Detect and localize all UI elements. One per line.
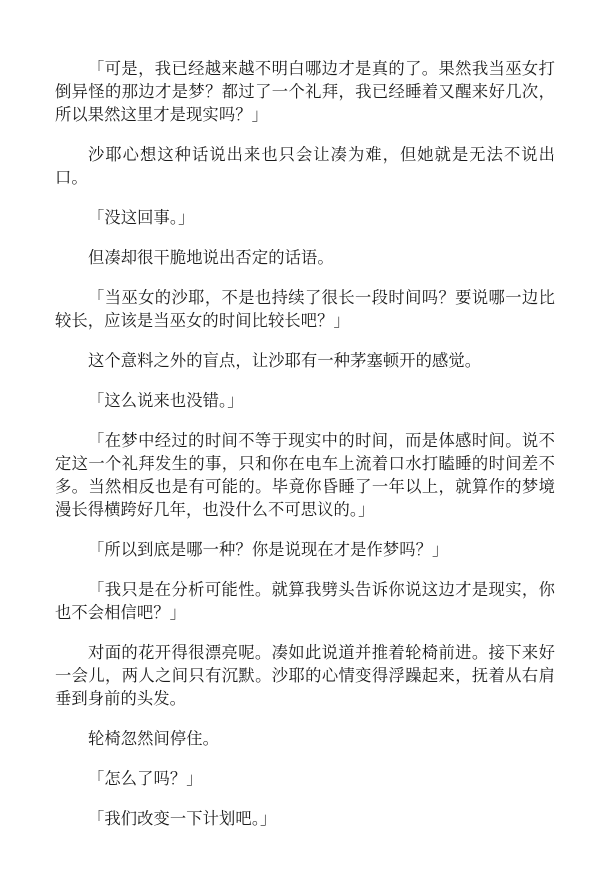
- paragraph: 对面的花开得很漂亮呢。凑如此说道并推着轮椅前进。接下来好一会儿，两人之间只有沉默。沙耶的心情变得浮躁起来，抚着从右肩垂到身前的头发。: [55, 643, 555, 708]
- paragraph: 沙耶心想这种话说出来也只会让凑为难，但她就是无法不说出口。: [55, 145, 555, 187]
- document-page: [55, 57, 555, 847]
- paragraph: 「怎么了吗？」: [88, 769, 203, 788]
- paragraph: 「所以到底是哪一种？你是说现在才是作梦吗？」: [88, 540, 449, 559]
- paragraph: 轮椅忽然间停住。: [88, 729, 220, 748]
- paragraph: 这个意料之外的盲点，让沙耶有一种茅塞顿开的感觉。: [88, 351, 482, 370]
- paragraph: 「我们改变一下计划吧。」: [88, 809, 277, 828]
- paragraph: 「可是，我已经越来越不明白哪边才是真的了。果然我当巫女打倒异怪的那边才是梦？都过了一个礼拜，我已经睡着又醒来好几次，所以果然这里才是现实吗？」: [55, 59, 555, 124]
- paragraph: 但凑却很干脆地说出否定的话语。: [88, 248, 334, 267]
- paragraph: 「没这回事。」: [88, 208, 195, 227]
- paragraph: 「当巫女的沙耶，不是也持续了很长一段时间吗？要说哪一边比较长，应该是当巫女的时间比较长吧？」: [55, 288, 555, 330]
- paragraph: 「我只是在分析可能性。就算我劈头告诉你说这边才是现实，你也不会相信吧？」: [55, 580, 555, 622]
- paragraph: 「在梦中经过的时间不等于现实中的时间，而是体感时间。说不定这一个礼拜发生的事，只和你在电车上流着口水打瞌睡的时间差不多。当然相反也是有可能的。毕竟你昏睡了一年以上，就算作的梦境漫长得横跨好几年，也没什么不可思议的。」: [55, 431, 555, 519]
- paragraph: 「这么说来也没错。」: [88, 391, 244, 410]
